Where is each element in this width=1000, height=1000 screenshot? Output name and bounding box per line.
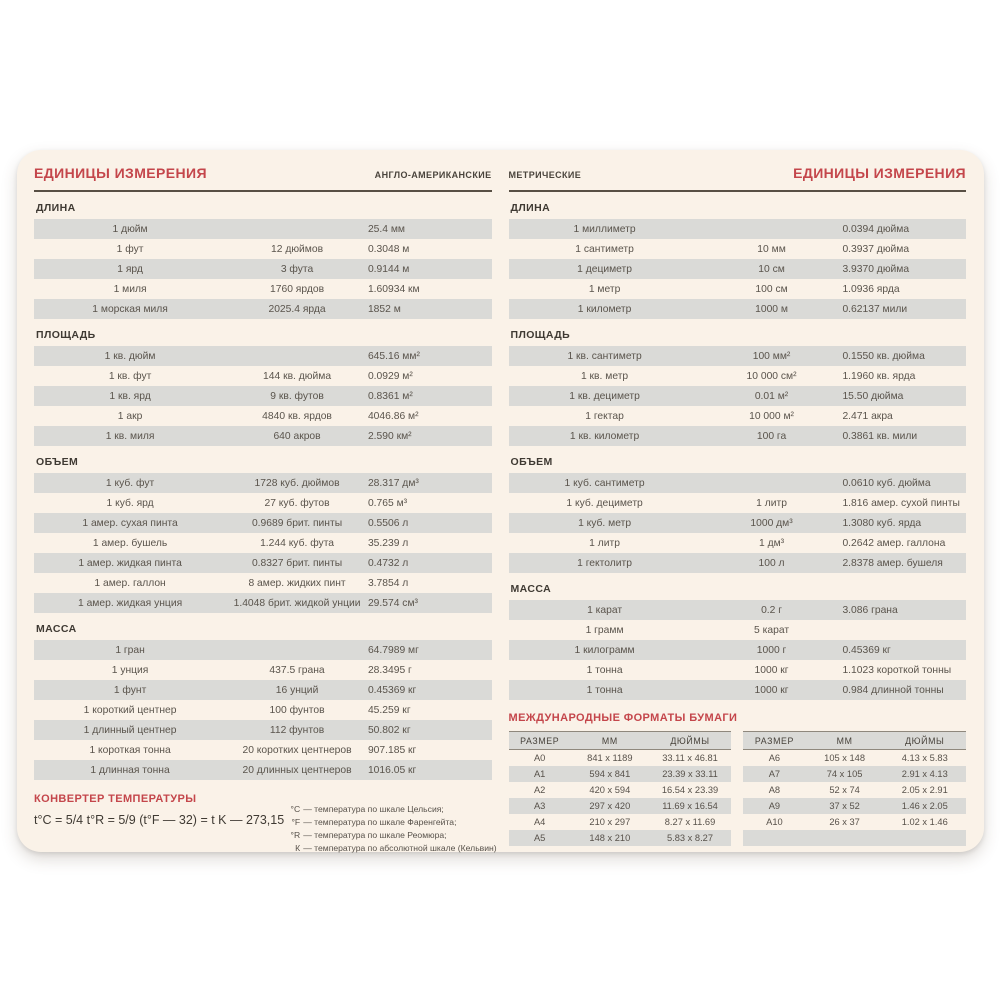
page-title-right: ЕДИНИЦЫ ИЗМЕРЕНИЯ	[793, 165, 966, 181]
column-header-size: РАЗМЕР	[520, 735, 560, 746]
table-row	[509, 279, 967, 299]
table-cell: 16 унций	[275, 684, 319, 696]
table-cell: 3.9370 дюйма	[842, 263, 910, 275]
table-row	[509, 366, 967, 386]
table-row	[284, 816, 496, 829]
table-cell: 1.0936 ярда	[842, 283, 900, 295]
table-cell: 1 кв. дециметр	[569, 390, 640, 402]
table-cell: 1 кв. километр	[569, 430, 640, 442]
table-cell: 0.0929 м²	[367, 370, 413, 382]
table-cell: °C	[290, 804, 301, 814]
units-table	[509, 346, 967, 446]
units-table	[34, 219, 492, 319]
table-row	[509, 750, 732, 766]
table-cell: 1 грамм	[585, 624, 624, 636]
table-row	[34, 259, 492, 279]
table-cell: 28.317 дм³	[367, 477, 419, 489]
table-row	[509, 830, 732, 846]
table-cell: A5	[533, 833, 546, 843]
table-cell: 1.244 куб. фута	[260, 537, 335, 549]
table-cell: 1 куб. ярд	[106, 497, 154, 509]
table-cell: 4046.86 м²	[367, 410, 419, 422]
table-cell: — температура по абсолютной шкале (Кельвин)	[303, 843, 497, 853]
table-cell: 1 длинный центнер	[83, 724, 177, 736]
table-cell: 10 000 см²	[746, 370, 797, 382]
table-cell: 437.5 грана	[269, 664, 325, 676]
table-row	[34, 573, 492, 593]
table-cell: 144 кв. дюйма	[263, 370, 332, 382]
table-cell: 1000 дм³	[750, 517, 793, 529]
table-cell: 1 акр	[117, 410, 143, 422]
temperature-converter	[34, 793, 497, 855]
table-cell: 1 кв. ярд	[109, 390, 151, 402]
column-header-inches: ДЮЙМЫ	[905, 735, 945, 746]
table-cell: 100 см	[755, 283, 788, 295]
table-cell: A6	[768, 753, 781, 763]
paper-table-a0-a5	[509, 731, 732, 846]
units-table	[34, 473, 492, 613]
table-cell: 2.8378 амер. бушеля	[842, 557, 943, 569]
section-title: ПЛОЩАДЬ	[36, 329, 96, 341]
table-cell: 1 куб. дециметр	[566, 497, 643, 509]
table-row	[743, 750, 966, 766]
table-row	[509, 782, 732, 798]
table-cell: 26 x 37	[829, 817, 860, 827]
table-cell: 1.1023 короткой тонны	[842, 664, 952, 676]
table-cell: 1000 кг	[754, 684, 789, 696]
table-row	[743, 782, 966, 798]
table-row	[509, 406, 967, 426]
table-row	[743, 766, 966, 782]
table-cell: 0.62137 мили	[842, 303, 908, 315]
table-cell: 0.45369 кг	[842, 644, 891, 656]
table-cell: 420 x 594	[589, 785, 631, 795]
table-cell: 1 короткий центнер	[83, 704, 177, 716]
paper-table-body	[743, 750, 966, 846]
table-cell: 112 фунтов	[269, 724, 325, 736]
table-cell: 0.4732 л	[367, 557, 409, 569]
table-cell: 2.471 акра	[842, 410, 893, 422]
table-cell: 1 тонна	[586, 664, 623, 676]
table-cell: 1 кв. фут	[108, 370, 152, 382]
table-row	[509, 259, 967, 279]
table-cell: 0.45369 кг	[367, 684, 417, 696]
table-cell: 2.05 x 2.91	[901, 785, 948, 795]
table-cell: 1852 м	[367, 303, 401, 315]
table-row	[34, 426, 492, 446]
table-cell: 1 длинная тонна	[90, 764, 170, 776]
table-row	[509, 533, 967, 553]
table-cell: 0.3861 кв. мили	[842, 430, 918, 442]
table-cell: A3	[533, 801, 546, 811]
right-column-header	[509, 165, 967, 188]
table-row	[509, 493, 967, 513]
table-cell: 2.91 x 4.13	[901, 769, 948, 779]
table-cell: 1.60934 км	[367, 283, 420, 295]
table-cell: 1 дюйм	[112, 223, 148, 235]
table-cell: 0.0394 дюйма	[842, 223, 910, 235]
table-cell: 1.3080 куб. ярда	[842, 517, 922, 529]
units-table	[509, 219, 967, 319]
table-row	[509, 640, 967, 660]
page-title-left: ЕДИНИЦЫ ИЗМЕРЕНИЯ	[34, 165, 207, 181]
table-cell: 1 гектолитр	[577, 557, 632, 569]
table-row	[34, 299, 492, 319]
table-cell: °F	[291, 817, 301, 827]
units-table	[34, 346, 492, 446]
table-row	[34, 279, 492, 299]
table-cell: 1 морская миля	[92, 303, 168, 315]
temperature-converter-main	[34, 793, 284, 827]
table-row	[34, 760, 492, 780]
table-cell: 5 карат	[754, 624, 790, 636]
table-cell: 1 амер. сухая пинта	[82, 517, 178, 529]
table-cell: 1.02 x 1.46	[901, 817, 948, 827]
column-header-inches: ДЮЙМЫ	[670, 735, 710, 746]
table-cell: 1 фунт	[113, 684, 147, 696]
table-row	[34, 219, 492, 239]
temperature-scale-notes	[284, 793, 496, 855]
table-row	[743, 798, 966, 814]
table-cell: 1 гектар	[585, 410, 624, 422]
paper-table-a6-a10	[743, 731, 966, 846]
table-cell: 1000 кг	[754, 664, 789, 676]
table-cell: 10 см	[758, 263, 785, 275]
table-cell: 0.2642 амер. галлона	[842, 537, 946, 549]
section-length-imperial	[34, 202, 492, 319]
table-cell: 1 дециметр	[577, 263, 633, 275]
table-cell: 100 мм²	[752, 350, 791, 362]
table-cell: — температура по шкале Реомюра;	[303, 830, 447, 840]
table-row	[34, 640, 492, 660]
table-cell: 148 x 210	[589, 833, 631, 843]
table-cell: 0.765 м³	[367, 497, 408, 509]
table-row	[34, 740, 492, 760]
table-cell: 0.984 длинной тонны	[842, 684, 944, 696]
section-volume-imperial	[34, 456, 492, 613]
table-cell: 0.2 г	[761, 604, 783, 616]
table-cell: 45.259 кг	[367, 704, 411, 716]
table-cell: 1 кв. метр	[580, 370, 629, 382]
table-cell: 0.01 м²	[754, 390, 789, 402]
table-cell: 1 миля	[113, 283, 147, 295]
table-row	[509, 426, 967, 446]
table-cell: 907.185 кг	[367, 744, 417, 756]
table-cell: 1728 куб. дюймов	[254, 477, 340, 489]
table-cell: A9	[768, 801, 781, 811]
table-cell: 1 метр	[588, 283, 621, 295]
table-cell: 594 x 841	[589, 769, 631, 779]
table-cell: 0.0610 куб. дюйма	[842, 477, 931, 489]
table-cell: — температура по шкале Фаренгейта;	[303, 817, 457, 827]
table-cell: 1000 м	[755, 303, 788, 315]
table-row	[509, 798, 732, 814]
header-divider	[34, 190, 492, 192]
table-row	[34, 593, 492, 613]
table-cell: 1.1960 кв. ярда	[842, 370, 916, 382]
table-cell: 1.46 x 2.05	[901, 801, 948, 811]
table-cell: 1 куб. сантиметр	[564, 477, 645, 489]
temperature-formula: t°C = 5/4 t°R = 5/9 (t°F — 32) = t K — 273,15	[34, 813, 285, 827]
table-cell: 100 фунтов	[269, 704, 325, 716]
section-title: ПЛОЩАДЬ	[510, 329, 571, 341]
table-cell: 25.4 мм	[367, 223, 406, 235]
section-title: ДЛИНА	[510, 202, 551, 214]
table-row	[509, 553, 967, 573]
section-mass-imperial	[34, 623, 492, 780]
paper-table-header	[743, 731, 966, 750]
table-row	[509, 219, 967, 239]
left-column-header	[34, 165, 492, 188]
table-cell: 1 литр	[589, 537, 620, 549]
section-title: ОБЪЕМ	[510, 456, 553, 468]
table-cell: К	[295, 843, 301, 853]
table-row	[34, 366, 492, 386]
section-title: МАССА	[36, 623, 77, 635]
table-cell: 11.69 x 16.54	[662, 801, 718, 811]
section-mass-metric	[509, 583, 967, 700]
table-row	[284, 842, 496, 855]
section-title: МАССА	[510, 583, 552, 595]
table-cell: 2.590 км²	[367, 430, 412, 442]
table-cell: A4	[533, 817, 546, 827]
table-cell: 1 куб. метр	[578, 517, 632, 529]
table-cell: 3.086 грана	[842, 604, 898, 616]
table-row	[509, 299, 967, 319]
table-cell: 64.7989 мг	[367, 644, 419, 656]
table-row	[34, 553, 492, 573]
table-row	[34, 386, 492, 406]
table-cell: 1 кв. миля	[105, 430, 155, 442]
table-row	[34, 346, 492, 366]
table-cell: 8 амер. жидких пинт	[248, 577, 346, 589]
table-cell: 4840 кв. ярдов	[262, 410, 332, 422]
paper-table-body	[509, 750, 732, 846]
table-cell: 1 гран	[115, 644, 145, 656]
table-cell: 20 коротких центнеров	[242, 744, 352, 756]
table-row	[34, 660, 492, 680]
paper-table-header	[509, 731, 732, 750]
table-cell: 4.13 x 5.83	[901, 753, 948, 763]
section-length-metric	[509, 202, 967, 319]
table-cell: 1 килограмм	[574, 644, 635, 656]
table-cell: 0.3937 дюйма	[842, 243, 910, 255]
table-cell: 1.4048 брит. жидкой унции	[233, 597, 361, 609]
table-cell: 1 короткая тонна	[89, 744, 171, 756]
table-cell: 2025.4 ярда	[268, 303, 326, 315]
table-row	[509, 660, 967, 680]
table-cell: 3.7854 л	[367, 577, 409, 589]
section-title: ДЛИНА	[36, 202, 76, 214]
paper-formats-tables	[509, 731, 967, 846]
table-cell: 1016.05 кг	[367, 764, 417, 776]
column-header-mm: ММ	[836, 735, 853, 746]
table-row	[509, 600, 967, 620]
table-cell: A2	[533, 785, 546, 795]
table-cell: 1 амер. жидкая унция	[77, 597, 183, 609]
table-cell: 640 акров	[273, 430, 321, 442]
right-column-subtitle: МЕТРИЧЕСКИЕ	[508, 170, 582, 180]
table-cell: 1.816 амер. сухой пинты	[842, 497, 960, 509]
table-cell: 1 унция	[111, 664, 149, 676]
table-cell: 0.1550 кв. дюйма	[842, 350, 925, 362]
table-cell: 52 x 74	[829, 785, 860, 795]
table-cell: 297 x 420	[589, 801, 631, 811]
table-cell: 100 га	[756, 430, 787, 442]
paper-formats-section	[509, 712, 967, 846]
table-cell: 37 x 52	[829, 801, 860, 811]
left-column	[34, 165, 497, 853]
table-cell: 35.239 л	[367, 537, 409, 549]
table-cell: 5.83 x 8.27	[667, 833, 714, 843]
table-cell: 15.50 дюйма	[842, 390, 904, 402]
table-row	[509, 620, 967, 640]
table-cell: 1 амер. бушель	[92, 537, 168, 549]
table-cell: °R	[290, 830, 301, 840]
table-cell: A8	[768, 785, 781, 795]
table-cell: 100 л	[758, 557, 785, 569]
table-cell: 645.16 мм²	[367, 350, 420, 362]
table-cell: 1 амер. галлон	[94, 577, 166, 589]
table-cell: 16.54 x 23.39	[661, 785, 719, 795]
units-table	[34, 640, 492, 780]
table-cell: 74 x 105	[826, 769, 863, 779]
left-column-subtitle: АНГЛО-АМЕРИКАНСКИЕ	[374, 170, 492, 180]
units-table	[509, 600, 967, 700]
units-table	[509, 473, 967, 573]
table-row	[34, 513, 492, 533]
temperature-converter-title: КОНВЕРТЕР ТЕМПЕРАТУРЫ	[34, 793, 197, 805]
table-cell: 1000 г	[756, 644, 787, 656]
table-cell: 1 миллиметр	[573, 223, 636, 235]
table-cell: A10	[766, 817, 783, 827]
table-cell: A1	[533, 769, 546, 779]
table-cell: 1 кв. дюйм	[104, 350, 156, 362]
table-cell: 33.11 x 46.81	[662, 753, 718, 763]
header-divider	[509, 190, 967, 192]
table-row	[34, 720, 492, 740]
table-cell: 10 мм	[757, 243, 786, 255]
table-row	[509, 680, 967, 700]
table-row	[34, 406, 492, 426]
table-cell: 12 дюймов	[271, 243, 324, 255]
table-cell: 27 куб. футов	[264, 497, 330, 509]
table-cell: 29.574 см³	[367, 597, 418, 609]
table-row	[34, 239, 492, 259]
table-cell: 1 литр	[756, 497, 787, 509]
table-cell: 9 кв. футов	[270, 390, 324, 402]
table-cell: A0	[533, 753, 546, 763]
table-row	[34, 473, 492, 493]
table-row	[509, 239, 967, 259]
column-header-size: РАЗМЕР	[754, 735, 794, 746]
table-cell: 0.8327 брит. пинты	[251, 557, 343, 569]
table-cell: 841 x 1189	[587, 753, 633, 763]
table-cell: 0.3048 м	[367, 243, 410, 255]
table-row	[509, 513, 967, 533]
table-row	[284, 829, 496, 842]
table-cell: 1760 ярдов	[270, 283, 325, 295]
table-cell: 1 километр	[577, 303, 632, 315]
table-cell: 28.3495 г	[367, 664, 412, 676]
table-cell: 1 амер. жидкая пинта	[78, 557, 182, 569]
table-cell: 1 карат	[587, 604, 623, 616]
section-volume-metric	[509, 456, 967, 573]
table-cell: 1 тонна	[586, 684, 623, 696]
table-row	[509, 766, 732, 782]
table-cell: 8.27 x 11.69	[664, 817, 716, 827]
paper-formats-title: МЕЖДУНАРОДНЫЕ ФОРМАТЫ БУМАГИ	[508, 712, 738, 724]
table-row	[509, 386, 967, 406]
table-cell: 1 кв. сантиметр	[567, 350, 642, 362]
table-cell: 105 x 148	[824, 753, 865, 763]
table-cell: 1 ярд	[117, 263, 143, 275]
section-title: ОБЪЕМ	[36, 456, 79, 468]
table-row	[509, 814, 732, 830]
table-row	[34, 533, 492, 553]
table-cell: 20 длинных центнеров	[242, 764, 352, 776]
right-column	[509, 165, 967, 852]
table-row	[34, 700, 492, 720]
table-row	[34, 493, 492, 513]
table-cell: 10 000 м²	[749, 410, 794, 422]
table-row	[743, 830, 966, 846]
section-area-metric	[509, 329, 967, 446]
table-cell: 0.9144 м	[367, 263, 410, 275]
table-row	[509, 346, 967, 366]
table-cell: 0.8361 м²	[367, 390, 413, 402]
table-cell: 23.39 x 33.11	[662, 769, 718, 779]
table-cell: 3 фута	[280, 263, 314, 275]
column-header-mm: ММ	[601, 735, 618, 746]
table-row	[284, 803, 496, 816]
reference-page-card	[17, 150, 984, 852]
table-cell: 1 дм³	[758, 537, 785, 549]
table-cell: 210 x 297	[589, 817, 631, 827]
table-cell: 1 фут	[116, 243, 144, 255]
table-row	[743, 814, 966, 830]
table-row	[509, 473, 967, 493]
table-cell: 0.9689 брит. пинты	[251, 517, 343, 529]
table-cell: 1 куб. фут	[105, 477, 155, 489]
section-area-imperial	[34, 329, 492, 446]
table-cell: — температура по шкале Цельсия;	[303, 804, 444, 814]
table-cell: A7	[768, 769, 781, 779]
table-row	[34, 680, 492, 700]
table-cell: 1 сантиметр	[575, 243, 634, 255]
table-cell: 0.5506 л	[367, 517, 409, 529]
table-cell: 50.802 кг	[367, 724, 411, 736]
